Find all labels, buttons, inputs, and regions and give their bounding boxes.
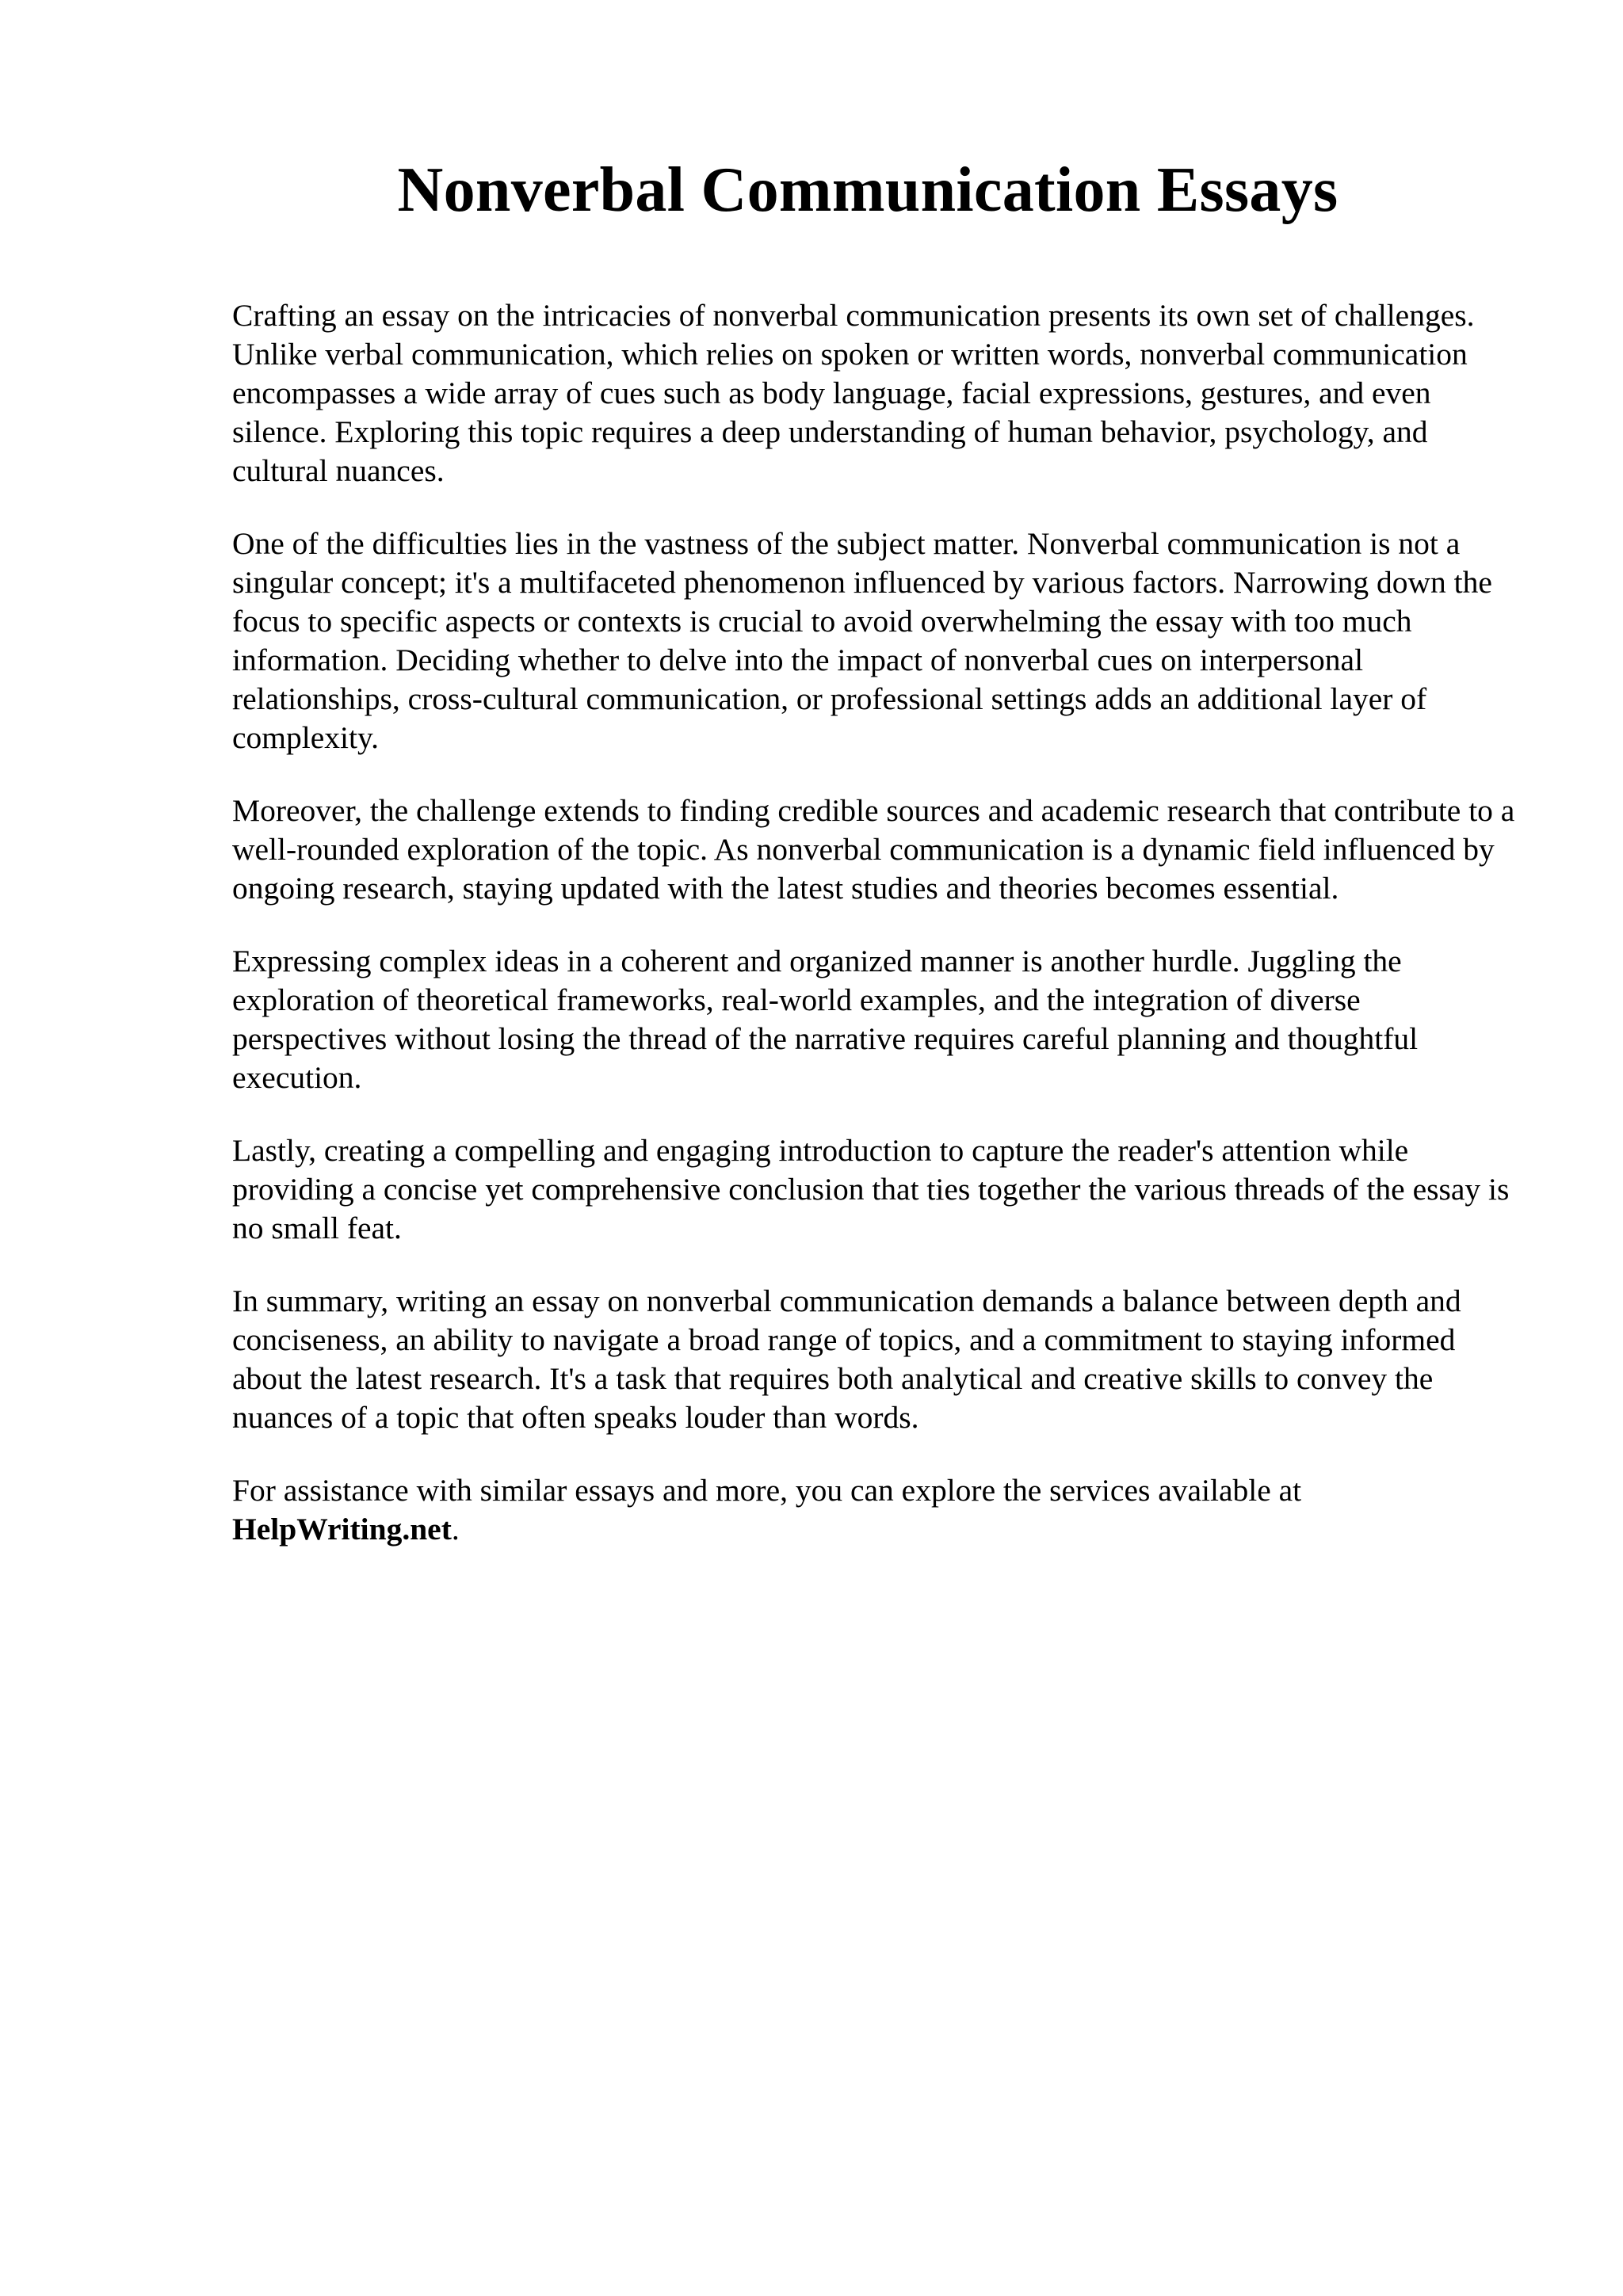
document-title: Nonverbal Communication Essays	[397, 155, 1338, 225]
closing-text: For assistance with similar essays and more, you can explore the services available at	[232, 1473, 1302, 1508]
brand-link[interactable]: HelpWriting.net	[232, 1512, 452, 1547]
closing-period: .	[451, 1512, 460, 1547]
document-body	[232, 296, 1516, 1583]
paragraph-6: In summary, writing an essay on nonverbal communication demands a balance between depth and conciseness, an ability to navigate a broad range of topics, and a commitment to staying informed about the latest research. It's a task that requires both analytical and creative skills to convey the nuances of a topic that often speaks louder than words.	[232, 1283, 1461, 1435]
paragraph-2: One of the difficulties lies in the vastness of the subject matter. Nonverbal communication is not a singular concept; it's a multifaceted phenomenon influenced by various factors. Narrowing down the focus to specific aspects or contexts is crucial to avoid overwhelming the essay with too much information. Deciding whether to delve into the impact of nonverbal cues on interpersonal relationships, cross-cultural communication, or professional settings adds an additional layer of complexity.	[232, 526, 1492, 755]
closing-paragraph	[232, 1471, 1516, 1549]
paragraph-5: Lastly, creating a compelling and engaging introduction to capture the reader's attention while providing a concise yet comprehensive conclusion that ties together the various threads of the essay is no small feat.	[232, 1133, 1510, 1245]
paragraph-4: Expressing complex ideas in a coherent and organized manner is another hurdle. Juggling the exploration of theoretical frameworks, real-world examples, and the integration of diverse perspectives without losing the thread of the narrative requires careful planning and thoughtful execution.	[232, 944, 1419, 1095]
paragraph-3: Moreover, the challenge extends to finding credible sources and academic research that contribute to a well-rounded exploration of the topic. As nonverbal communication is a dynamic field influenced by ongoing research, staying updated with the latest studies and theories becomes essential.	[232, 793, 1515, 906]
paragraph-1: Crafting an essay on the intricacies of nonverbal communication presents its own set of challenges. Unlike verbal communication, which relies on spoken or written words, nonverbal communication encompasses a wide array of cues such as body language, facial expressions, gestures, and even silence. Exploring this topic requires a deep understanding of human behavior, psychology, and cultural nuances.	[232, 298, 1475, 488]
